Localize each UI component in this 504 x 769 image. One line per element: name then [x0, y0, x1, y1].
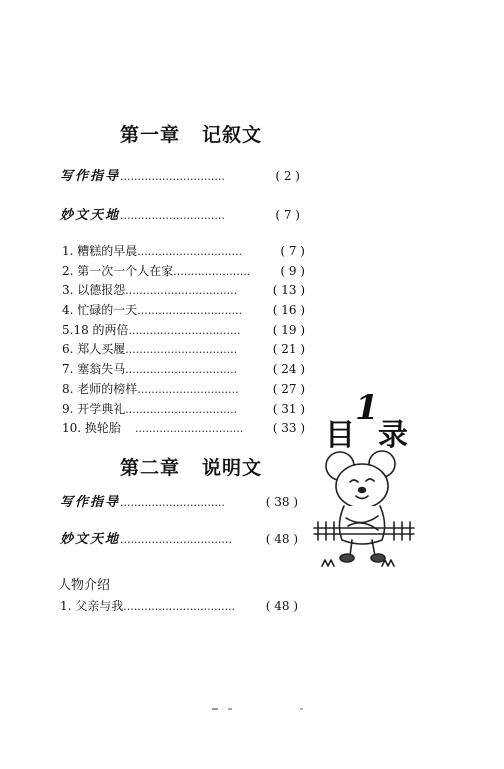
- toc-item[interactable]: [62, 242, 305, 262]
- leader-dots: ................................: [123, 600, 236, 613]
- characters-heading: 人物介绍: [58, 578, 111, 593]
- toc-entry-fine-articles-1[interactable]: [60, 204, 300, 223]
- section-label: 写作指导: [60, 495, 121, 510]
- page-number: ( 21 ): [272, 342, 305, 357]
- item-title: 6. 郑人买履: [62, 342, 126, 357]
- leader-dots: ..............................: [120, 496, 225, 509]
- leader-dots: ................................: [125, 363, 238, 377]
- mouse-nose: [359, 488, 366, 493]
- leader-dots: ......................: [173, 264, 251, 278]
- mouse-shoe: [371, 554, 385, 562]
- page-number: ( 48 ): [265, 599, 298, 613]
- page-number: ( 48 ): [265, 532, 298, 546]
- toc-mark-lu: 录: [378, 418, 408, 453]
- toc-item[interactable]: [62, 419, 305, 439]
- item-title: 3. 以德报怨: [62, 283, 126, 298]
- toc-mark-number: 1: [355, 388, 379, 428]
- mouse-head: [336, 464, 388, 508]
- chapter-1-title: [120, 120, 262, 147]
- chapter-number: 第一章: [120, 124, 181, 146]
- scan-mark: [300, 708, 303, 710]
- cartoon-mouse-illustration: [312, 448, 422, 578]
- page-number: ( 33 ): [272, 421, 305, 436]
- chapter-2-title: [120, 453, 262, 480]
- mouse-shoe: [340, 554, 354, 562]
- page-number: ( 9 ): [280, 263, 305, 278]
- page-number: ( 19 ): [272, 322, 305, 337]
- item-title: 7. 塞翁失马: [62, 362, 126, 377]
- page-number: ( 38 ): [265, 495, 298, 509]
- toc-item[interactable]: [62, 400, 305, 420]
- page-number: ( 7 ): [275, 208, 300, 222]
- toc-item[interactable]: [62, 340, 305, 360]
- toc-entry-fine-articles-2[interactable]: [60, 528, 298, 547]
- scan-mark: [212, 708, 218, 710]
- toc-entry-writing-guide-1[interactable]: [60, 165, 300, 184]
- chapter-1-item-list: [62, 242, 305, 439]
- toc-mark-mu: 目: [325, 418, 355, 453]
- item-title: 8. 老师的榜样: [62, 381, 138, 396]
- section-label: 写作指导: [60, 169, 121, 184]
- chapter-name: 记叙文: [202, 124, 263, 146]
- item-title: 5.18 的两倍: [62, 322, 129, 337]
- leader-dots: ................................: [125, 284, 238, 298]
- leader-dots: ...............................: [134, 422, 244, 436]
- leader-dots: ................................: [120, 533, 232, 546]
- page-number: ( 13 ): [272, 283, 305, 298]
- item-title: 1. 父亲与我: [60, 599, 124, 613]
- mouse-body: [339, 506, 384, 544]
- scan-mark: [228, 708, 232, 710]
- chapter-number: 第二章: [120, 457, 181, 479]
- page-number: ( 7 ): [280, 244, 305, 258]
- item-title: 4. 忙碌的一天: [62, 303, 138, 318]
- toc-item[interactable]: [62, 281, 305, 301]
- leader-dots: .............................: [137, 382, 239, 396]
- leader-dots: ................................: [128, 323, 241, 337]
- toc-item[interactable]: [62, 321, 305, 341]
- leader-dots: ................................: [125, 343, 238, 357]
- page-number: ( 2 ): [275, 169, 300, 183]
- toc-item[interactable]: [62, 301, 305, 321]
- toc-entry-father-and-me[interactable]: [60, 597, 298, 614]
- leader-dots: ..............................: [137, 304, 243, 318]
- section-label: 妙文天地: [60, 532, 121, 547]
- page-number: ( 16 ): [272, 303, 305, 318]
- page-number: ( 31 ): [272, 401, 305, 416]
- section-label: 妙文天地: [60, 208, 121, 223]
- chapter-name: 说明文: [202, 457, 263, 479]
- toc-item[interactable]: [62, 380, 305, 400]
- page-number: ( 24 ): [272, 362, 305, 377]
- toc-item[interactable]: [62, 360, 305, 380]
- item-title: 9. 开学典礼: [62, 401, 126, 416]
- item-title: 10. 换轮胎: [62, 421, 121, 436]
- leader-dots: ..............................: [120, 170, 225, 183]
- item-title: 1. 糟糕的早晨: [62, 244, 138, 258]
- toc-entry-writing-guide-2[interactable]: [60, 491, 298, 510]
- toc-item[interactable]: [62, 262, 305, 282]
- leader-dots: ..............................: [120, 209, 225, 222]
- leader-dots: ..............................: [137, 245, 243, 258]
- item-title: 2. 第一次一个人在家: [62, 263, 174, 278]
- page-number: ( 27 ): [272, 381, 305, 396]
- leader-dots: ................................: [125, 402, 238, 416]
